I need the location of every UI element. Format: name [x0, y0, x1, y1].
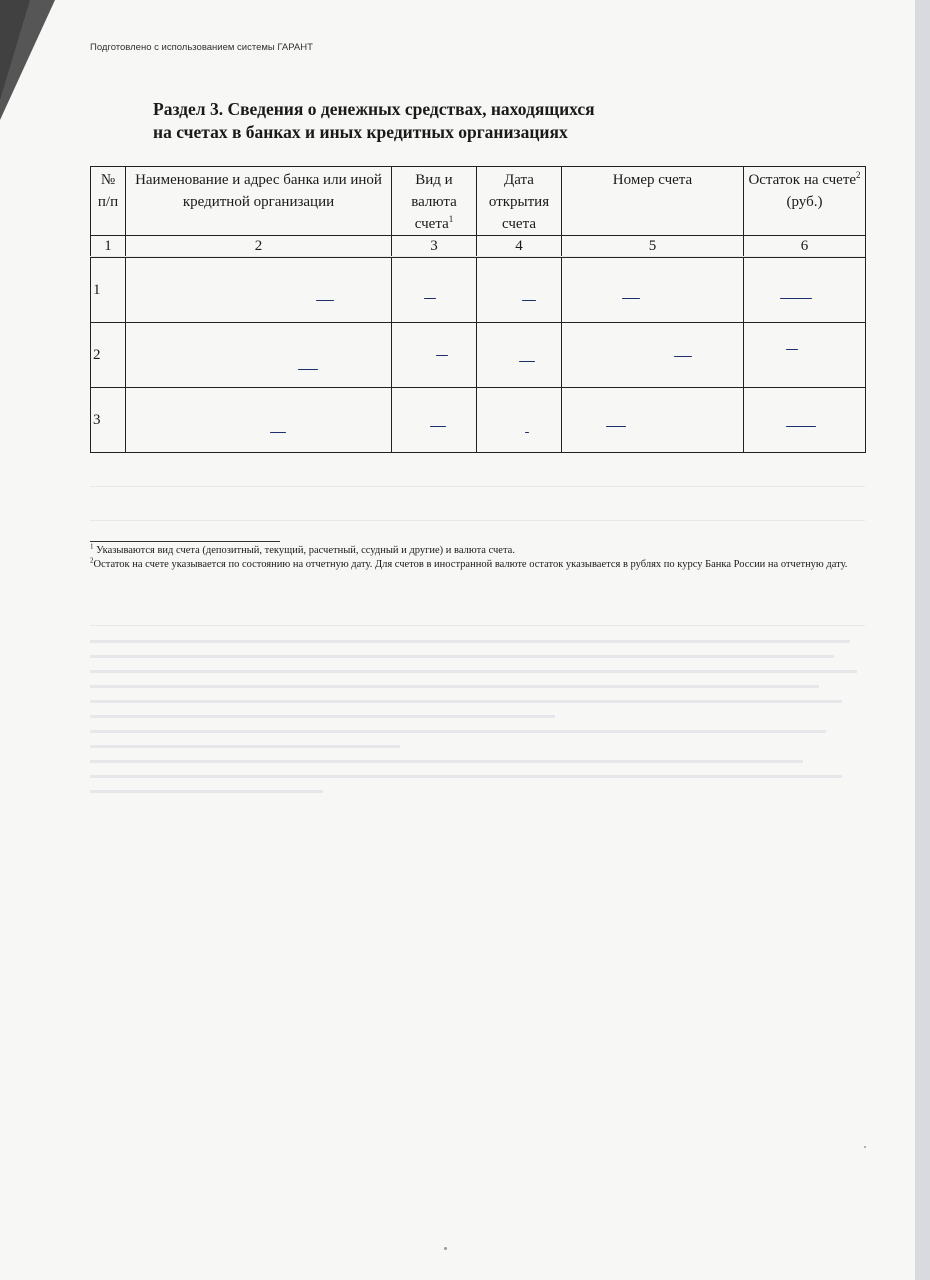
table-row — [91, 323, 866, 388]
handwritten-dash — [525, 432, 529, 433]
handwritten-dash — [316, 300, 334, 301]
handwritten-dash — [270, 432, 286, 433]
footnotes — [90, 544, 865, 572]
folded-corner — [0, 0, 55, 120]
bleed-through — [90, 625, 865, 626]
bleed-through — [90, 486, 865, 487]
header-account-type — [392, 167, 477, 236]
cell-balance — [744, 258, 866, 323]
cell-account — [562, 388, 744, 453]
footnote-2 — [90, 558, 865, 572]
header-bank-label: Наименование и адрес банка или иной кредитной организации — [135, 172, 382, 210]
row-index: 2 — [91, 323, 126, 388]
column-number-3: 3 — [392, 236, 477, 258]
scan-speck — [864, 1146, 866, 1148]
column-number-2: 2 — [126, 236, 392, 258]
header-number — [91, 167, 126, 236]
handwritten-dash — [522, 300, 536, 301]
footnote-ref-2: 2 — [856, 170, 861, 180]
cell-account — [562, 258, 744, 323]
footnote-rule — [90, 541, 280, 542]
header-account-number-label: Номер счета — [612, 172, 693, 188]
footnote-ref-1: 1 — [448, 214, 454, 224]
bleed-through — [90, 520, 865, 521]
handwritten-dash — [436, 355, 448, 356]
footnote-2-mark: 2 — [90, 556, 94, 565]
footnote-1-text: Указываются вид счета (депозитный, текущий, расчетный, ссудный и другие) и валюта счета. — [96, 545, 515, 556]
section-title — [153, 98, 773, 144]
header-bank — [126, 167, 392, 236]
handwritten-dash — [786, 349, 798, 350]
cell-type — [392, 388, 477, 453]
header-balance-label: Остаток на счете — [748, 172, 857, 188]
table-row — [91, 258, 866, 323]
column-number-4: 4 — [477, 236, 562, 258]
row-index: 3 — [91, 388, 126, 453]
bank-accounts-table — [90, 166, 866, 453]
row-index: 1 — [91, 258, 126, 323]
table-row — [91, 388, 866, 453]
header-number-sign: № — [100, 172, 116, 188]
cell-type — [392, 258, 477, 323]
header-open-date — [477, 167, 562, 236]
handwritten-dash — [786, 426, 816, 427]
cell-bank — [126, 258, 392, 323]
cell-balance — [744, 323, 866, 388]
section-title-line1: Раздел 3. Сведения о денежных средствах, находящихся — [153, 99, 595, 119]
bleed-through-text — [90, 640, 865, 805]
cell-account — [562, 323, 744, 388]
handwritten-dash — [519, 361, 535, 362]
cell-balance — [744, 388, 866, 453]
footnote-1-mark: 1 — [90, 542, 94, 551]
cell-bank — [126, 388, 392, 453]
cell-date — [477, 388, 562, 453]
handwritten-dash — [430, 426, 446, 427]
section-title-line2: на счетах в банках и иных кредитных организациях — [153, 122, 568, 142]
system-note: Подготовлено с использованием системы ГАРАНТ — [90, 42, 313, 53]
header-account-type-label: Вид и валюта счета — [411, 172, 457, 232]
cell-date — [477, 323, 562, 388]
footnote-2-text: Остаток на счете указывается по состоянию на отчетную дату. Для счетов в иностранной валюте остаток указывается в рублях по курсу Банка России на отчетную дату. — [93, 559, 848, 570]
handwritten-dash — [780, 298, 812, 299]
header-number-abbr: п/п — [97, 194, 119, 210]
cell-date — [477, 258, 562, 323]
header-account-number — [562, 167, 744, 236]
handwritten-dash — [622, 298, 640, 299]
handwritten-dash — [424, 298, 436, 299]
header-balance — [744, 167, 866, 236]
scan-speck — [444, 1247, 447, 1250]
handwritten-dash — [606, 426, 626, 427]
cell-type — [392, 323, 477, 388]
handwritten-dash — [674, 356, 692, 357]
column-number-1: 1 — [91, 236, 126, 258]
column-number-6: 6 — [744, 236, 866, 258]
header-balance-unit: (руб.) — [786, 194, 823, 210]
cell-bank — [126, 323, 392, 388]
handwritten-dash — [298, 369, 318, 370]
bleed-through — [90, 256, 865, 257]
footnote-1 — [90, 544, 865, 558]
column-number-5: 5 — [562, 236, 744, 258]
header-open-date-label: Дата открытия счета — [488, 172, 550, 232]
